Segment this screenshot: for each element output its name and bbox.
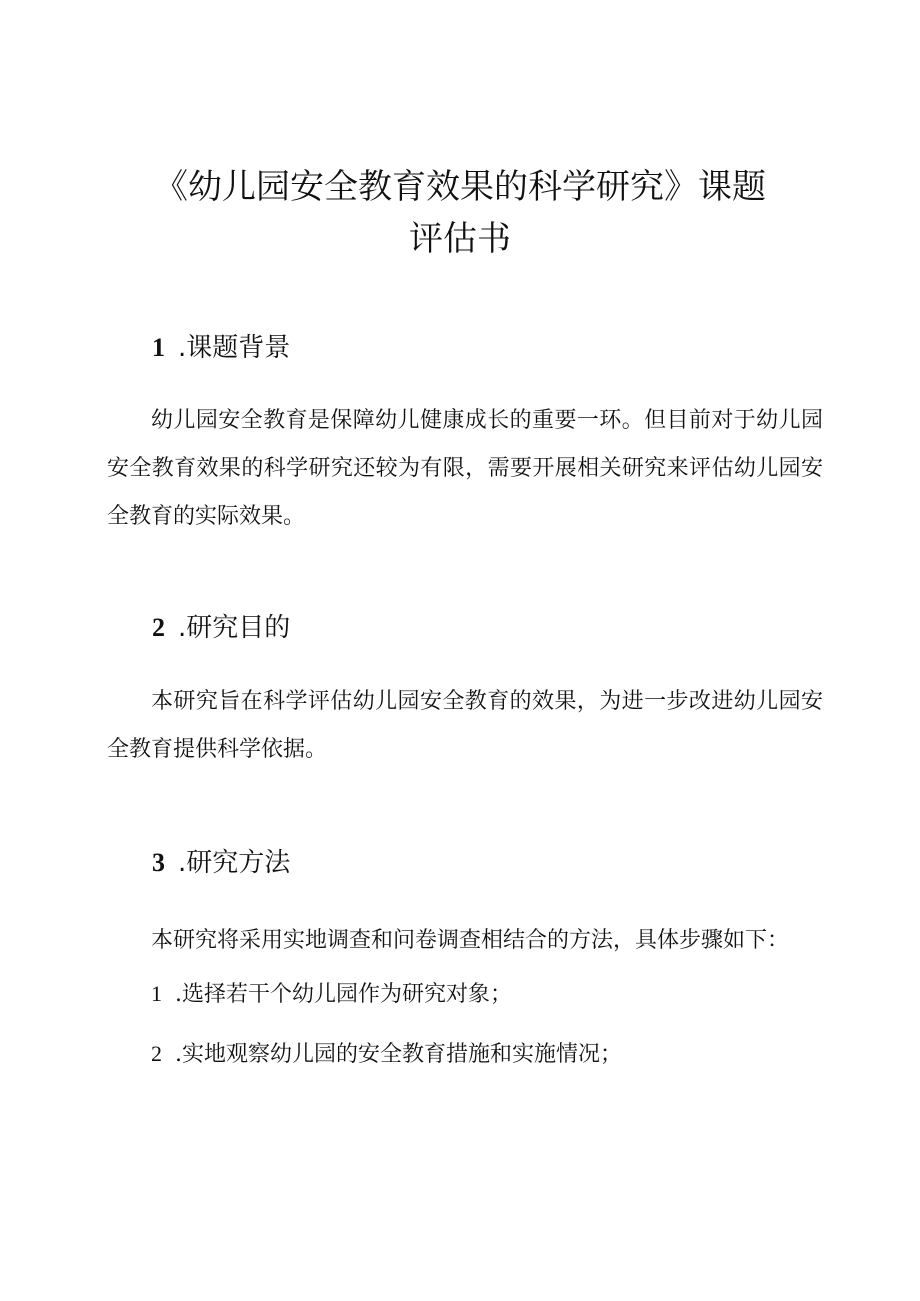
section-paragraph-purpose: 本研究旨在科学评估幼儿园安全教育的效果，为进一步改进幼儿园安全教育提供科学依据。 [107, 689, 823, 762]
section-title: .课题背景 [178, 333, 291, 363]
method-step [151, 979, 512, 1010]
step-text: .实地观察幼儿园的安全教育措施和实施情况； [175, 1042, 622, 1067]
section-number: 2 [152, 613, 165, 642]
step-number: 1 [151, 981, 162, 1006]
section-heading-method [152, 846, 290, 880]
step-text: .选择若干个幼儿园作为研究对象； [175, 982, 512, 1007]
section-number: 3 [152, 848, 165, 877]
document-title-line-2: 评估书 [409, 219, 511, 259]
section-number: 1 [152, 333, 165, 362]
section-title: .研究方法 [178, 848, 291, 878]
section-paragraph-method: 本研究将采用实地调查和问卷调查相结合的方法，具体步骤如下： [151, 928, 790, 953]
document-title-line-1: 《幼儿园安全教育效果的科学研究》课题 [154, 167, 766, 207]
section-paragraph-background: 幼儿园安全教育是保障幼儿健康成长的重要一环。但目前对于幼儿园安全教育效果的科学研究还较为有限，需要开展相关研究来评估幼儿园安全教育的实际效果。 [107, 408, 823, 529]
section-heading-purpose [152, 611, 290, 645]
method-step [151, 1039, 622, 1070]
section-title: .研究目的 [178, 613, 291, 643]
step-number: 2 [151, 1041, 162, 1066]
section-heading-background [152, 331, 290, 365]
